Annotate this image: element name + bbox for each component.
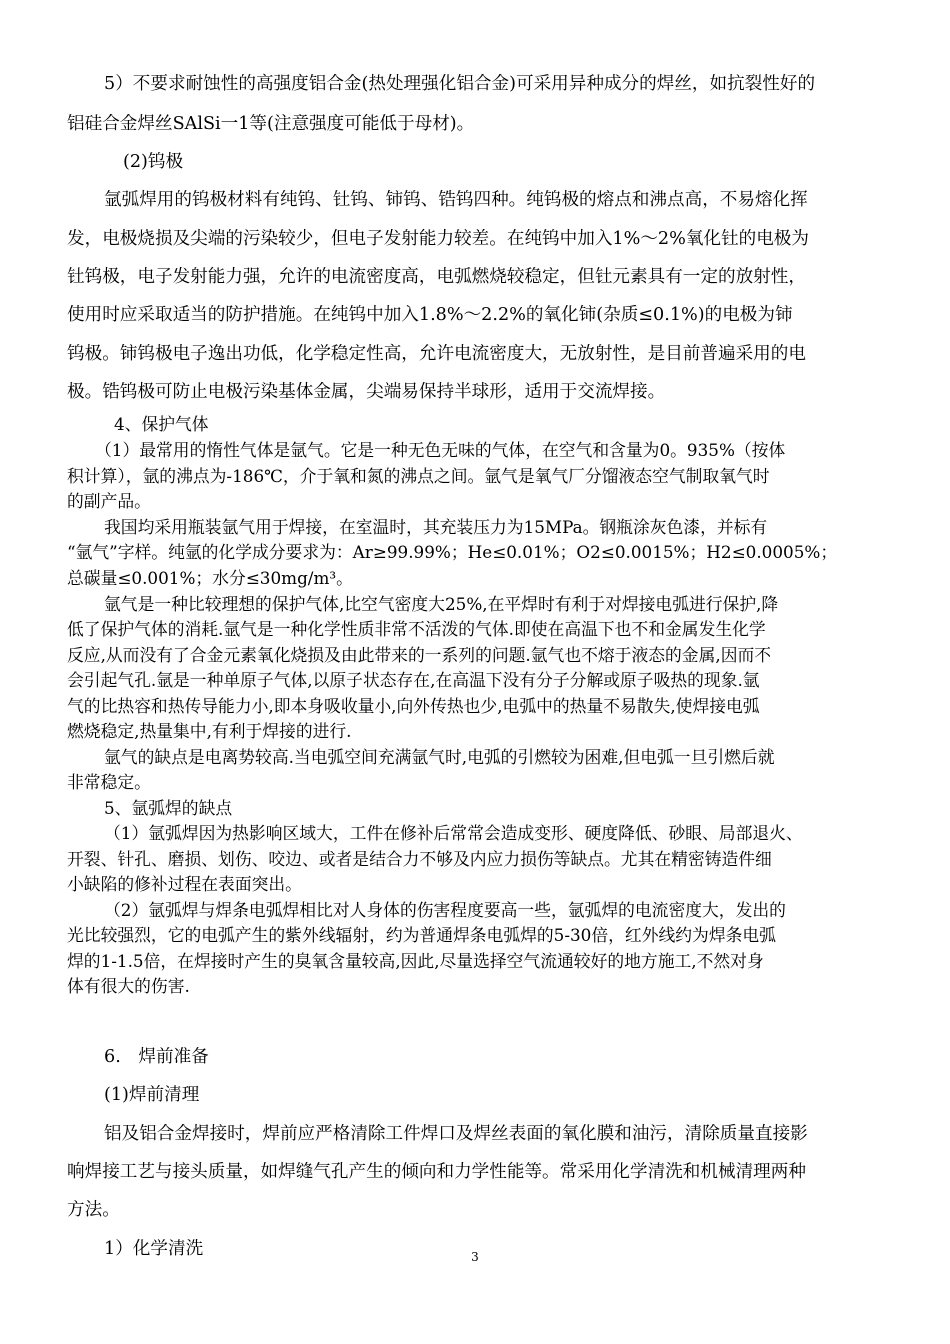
text-line: 焊的1-1.5倍，在焊接时产生的臭氧含量较高,因此,尽量选择空气流通较好的地方施工,不然对身 [67, 951, 764, 971]
text-line: 的副产品。 [67, 491, 151, 511]
text-line: 铝及铝合金焊接时，焊前应严格清除工件焊口及焊丝表面的氧化膜和油污，清除质量直接影 [104, 1124, 808, 1144]
text-line: 铝硅合金焊丝SAlSi一1等(注意强度可能低于母材)。 [67, 114, 475, 134]
text-line: 氩弧焊用的钨极材料有纯钨、钍钨、铈钨、锆钨四种。纯钨极的熔点和沸点高，不易熔化挥 [104, 190, 808, 210]
text-line: （2）氩弧焊与焊条电弧焊相比对人身体的伤害程度要高一些，氩弧焊的电流密度大，发出的 [104, 900, 786, 920]
text-line: 发，电极烧损及尖端的污染较少，但电子发射能力较差。在纯钨中加入1%～2%氧化钍的电极为 [67, 229, 809, 249]
text-line: 使用时应采取适当的防护措施。在纯钨中加入1.8%～2.2%的氧化铈(杂质≤0.1%)的电极为铈 [67, 305, 793, 325]
text-line: 5）不要求耐蚀性的高强度铝合金(热处理强化铝合金)可采用异种成分的焊丝，如抗裂性好的 [104, 74, 816, 94]
page-number: 3 [471, 1250, 479, 1264]
text-line: 低了保护气体的消耗.氩气是一种化学性质非常不活泼的气体.即使在高温下也不和金属发生化学 [67, 619, 766, 639]
text-line: 钨极。铈钨极电子逸出功低，化学稳定性高，允许电流密度大，无放射性，是目前普遍采用的电 [67, 344, 806, 364]
text-line: 开裂、针孔、磨损、划伤、咬边、或者是结合力不够及内应力损伤等缺点。尤其在精密铸造件细 [67, 849, 772, 869]
text-line: 非常稳定。 [67, 772, 151, 792]
text-line: 方法。 [67, 1200, 120, 1220]
section-heading: 6. 焊前准备 [104, 1047, 209, 1067]
text-line: 积计算），氩的沸点为-186℃，介于氧和氮的沸点之间。氩气是氧气厂分馏液态空气制取氧气时 [67, 466, 770, 486]
section-heading: (1)焊前清理 [104, 1085, 200, 1105]
text-line: 燃烧稳定,热量集中,有利于焊接的进行. [67, 721, 352, 741]
text-line: 会引起气孔.氩是一种单原子气体,以原子状态存在,在高温下没有分子分解或原子吸热的现象.氩 [67, 670, 760, 690]
text-line: 钍钨极，电子发射能力强，允许的电流密度高，电弧燃烧较稳定，但钍元素具有一定的放射性， [67, 267, 806, 287]
text-line: 光比较强烈，它的电弧产生的紫外线辐射，约为普通焊条电弧焊的5-30倍，红外线约为焊条电弧 [67, 925, 776, 945]
text-line: 气的比热容和热传导能力小,即本身吸收量小,向外传热也少,电弧中的热量不易散失,使焊接电弧 [67, 696, 760, 716]
text-line: （1）氩弧焊因为热影响区域大，工件在修补后常常会造成变形、硬度降低、砂眼、局部退火、 [104, 823, 803, 843]
text-line: 反应,从而没有了合金元素氧化烧损及由此带来的一系列的问题.氩气也不熔于液态的金属,因而不 [67, 645, 772, 665]
text-line: （1）最常用的惰性气体是氩气。它是一种无色无味的气体，在空气和含量为0。935%（按体 [95, 440, 786, 460]
text-line: 响焊接工艺与接头质量，如焊缝气孔产生的倾向和力学性能等。常采用化学清洗和机械清理两种 [67, 1162, 806, 1182]
section-heading: (2)钨极 [123, 152, 184, 172]
text-line: 氩气是一种比较理想的保护气体,比空气密度大25%,在平焊时有利于对焊接电弧进行保护,降 [104, 594, 779, 614]
section-heading: 5、氩弧焊的缺点 [104, 798, 233, 818]
text-line: 极。锆钨极可防止电极污染基体金属，尖端易保持半球形，适用于交流焊接。 [67, 382, 666, 402]
text-line: 氩气的缺点是电离势较高.当电弧空间充满氩气时,电弧的引燃较为困难,但电弧一旦引燃后就 [104, 747, 775, 767]
text-line: 我国均采用瓶装氩气用于焊接，在室温时，其充装压力为15MPa。钢瓶涂灰色漆，并标有 [104, 517, 768, 537]
text-line: 小缺陷的修补过程在表面突出。 [67, 874, 302, 894]
text-line: 体有很大的伤害. [67, 976, 190, 996]
text-line: “氩气”字样。纯氩的化学成分要求为：Ar≥99.99%；He≤0.01%；O2≤0.0015%；H2≤0.0005%； [67, 542, 838, 562]
text-line: 总碳量≤0.001%；水分≤30mg/m³。 [67, 568, 353, 588]
section-heading: 1）化学清洗 [104, 1239, 204, 1259]
section-heading: 4、保护气体 [114, 414, 209, 434]
